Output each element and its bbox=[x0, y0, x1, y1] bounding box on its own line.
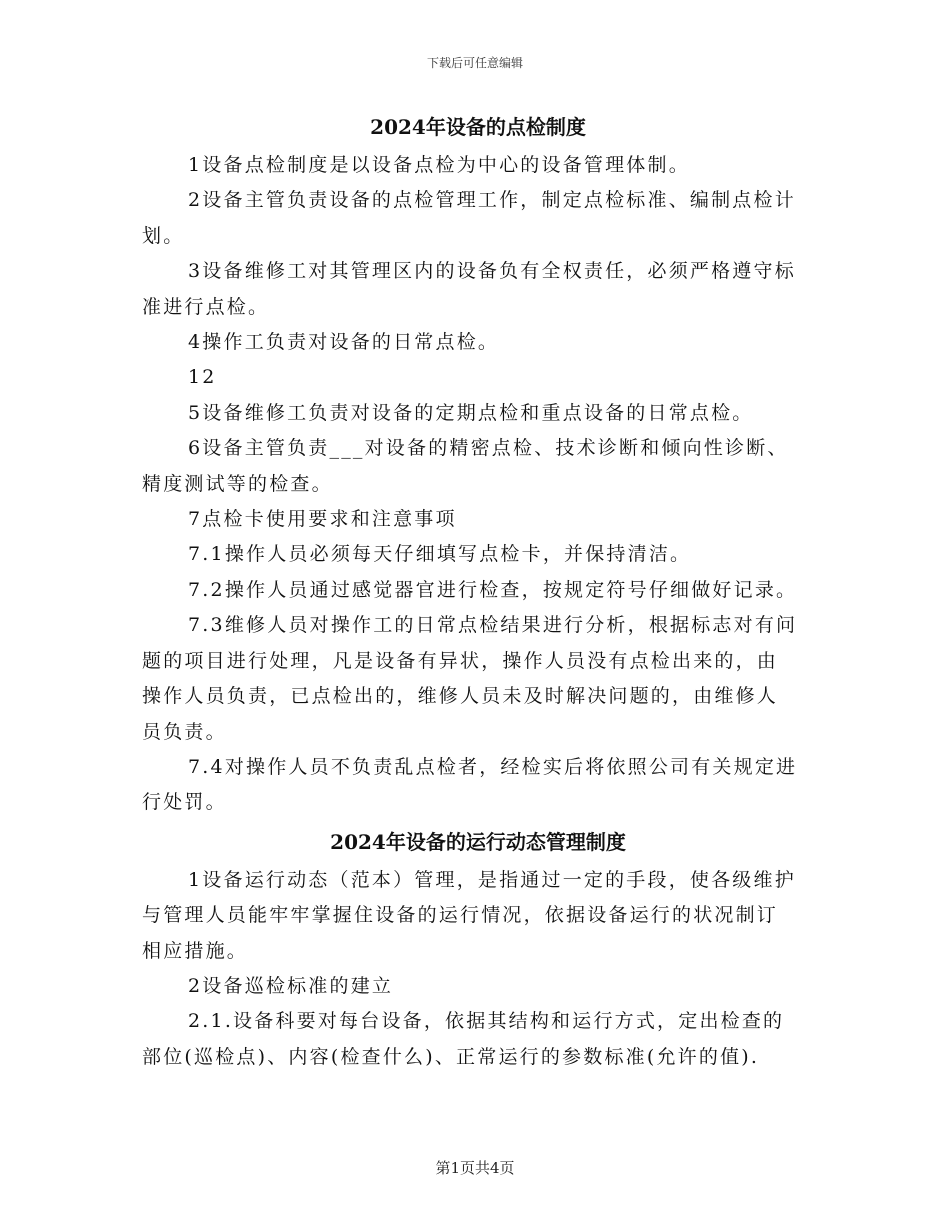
page-header-note: 下载后可任意编辑 bbox=[426, 56, 523, 70]
document-body bbox=[142, 112, 814, 1075]
paragraph-line: 7.3维修人员对操作工的日常点检结果进行分析，根据标志对有问 bbox=[188, 614, 798, 637]
paragraph bbox=[142, 183, 814, 254]
paragraph-line: 2设备巡检标准的建立 bbox=[188, 974, 394, 997]
paragraph bbox=[142, 608, 814, 750]
paragraph-line: 题的项目进行处理，凡是设备有异状，操作人员没有点检出来的，由 bbox=[142, 649, 779, 672]
section-title-dynamic-management: 2024年设备的运行动态管理制度 bbox=[330, 829, 626, 854]
paragraph-line: 7.4对操作人员不负责乱点检者，经检实后将依照公司有关规定进 bbox=[188, 755, 798, 778]
paragraph-line: 准进行点检。 bbox=[142, 295, 270, 318]
paragraph bbox=[142, 537, 814, 572]
paragraph bbox=[142, 1004, 814, 1075]
paragraph bbox=[142, 148, 814, 183]
paragraph bbox=[142, 325, 814, 360]
paragraph-line: 7点检卡使用要求和注意事项 bbox=[188, 508, 457, 531]
paragraph bbox=[142, 863, 814, 969]
paragraph-line: 2.1.设备科要对每台设备，依据其结构和运行方式，定出检查的 bbox=[188, 1010, 785, 1033]
section-title-inspection: 2024年设备的点检制度 bbox=[370, 115, 586, 139]
paragraph-line: 划。 bbox=[142, 224, 185, 247]
paragraph-line: 6设备主管负责___对设备的精密点检、技术诊断和倾向性诊断、 bbox=[188, 437, 789, 460]
paragraph bbox=[142, 502, 814, 537]
paragraph bbox=[142, 750, 814, 821]
paragraph-line: 1设备运行动态（范本）管理，是指通过一定的手段，使各级维护 bbox=[188, 868, 796, 891]
paragraph-line: 与管理人员能牢牢掌握住设备的运行情况，依据设备运行的状况制订 bbox=[142, 904, 779, 927]
paragraph-line: 4操作工负责对设备的日常点检。 bbox=[188, 331, 500, 354]
paragraph bbox=[142, 969, 814, 1004]
section-inspection-paragraphs bbox=[142, 148, 814, 821]
paragraph-line: 操作人员负责，已点检出的，维修人员未及时解决问题的，由维修人 bbox=[142, 685, 779, 708]
paragraph bbox=[142, 360, 814, 395]
paragraph-line: 2设备主管负责设备的点检管理工作，制定点检标准、编制点检计 bbox=[188, 189, 796, 212]
paragraph-line: 7.1操作人员必须每天仔细填写点检卡，并保持清洁。 bbox=[188, 543, 692, 566]
paragraph-line: 员负责。 bbox=[142, 720, 227, 743]
paragraph-line: 12 bbox=[188, 366, 217, 389]
paragraph-line: 行处罚。 bbox=[142, 791, 227, 814]
page-footer-number: 第1页共4页 bbox=[435, 1159, 515, 1177]
paragraph-line: 7.2操作人员通过感觉器官进行检查，按规定符号仔细做好记录。 bbox=[188, 578, 798, 601]
paragraph bbox=[142, 431, 814, 502]
section-dynamic-management-paragraphs bbox=[142, 863, 814, 1075]
paragraph bbox=[142, 396, 814, 431]
paragraph bbox=[142, 573, 814, 608]
paragraph-line: 相应措施。 bbox=[142, 939, 249, 962]
paragraph-line: 5设备维修工负责对设备的定期点检和重点设备的日常点检。 bbox=[188, 401, 754, 424]
paragraph-line: 3设备维修工对其管理区内的设备负有全权责任，必须严格遵守标 bbox=[188, 260, 796, 283]
paragraph bbox=[142, 254, 814, 325]
paragraph-line: 1设备点检制度是以设备点检为中心的设备管理体制。 bbox=[188, 154, 690, 176]
paragraph-line: 精度测试等的检查。 bbox=[142, 472, 333, 495]
paragraph-line: 部位(巡检点)、内容(检查什么)、正常运行的参数标准(允许的值). bbox=[142, 1045, 760, 1068]
